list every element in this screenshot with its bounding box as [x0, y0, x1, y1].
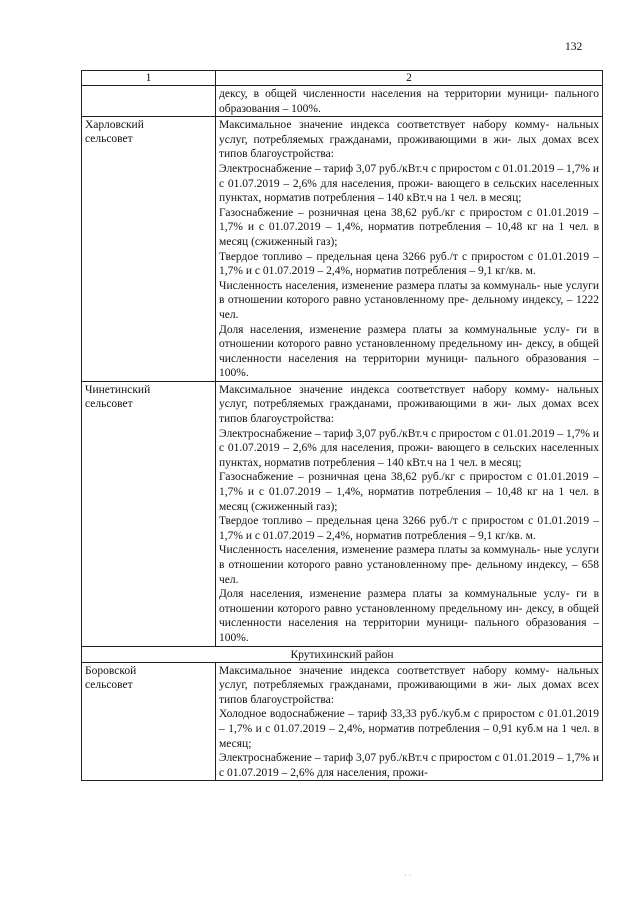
column-header-1: 1	[82, 71, 216, 86]
line: Максимальное значение индекса соответствует набору комму-	[219, 664, 550, 677]
line: пального образования – 100%.	[219, 617, 600, 644]
line: 01.01.2019 – 1,7% и с 01.07.2019 – 1,4%, норматив потребления –	[219, 206, 599, 234]
table-row-harlovsky	[82, 117, 603, 382]
line: 01.01.2019 – 1,7% и с 01.07.2019 – 2,4%, норматив потребления –	[219, 250, 600, 278]
scan-marks: · ·	[404, 871, 412, 880]
line: вающего в сельских населенных пунктах, норматив потребления	[219, 177, 599, 205]
line: 01.01.2019 – 1,7% и с 01.07.2019 – 2,4%, норматив потребления –	[219, 708, 599, 735]
line: дексу, в общей численности населения на территории муници-	[219, 602, 600, 630]
paragraph	[219, 751, 599, 780]
line: Холодное водоснабжение – тариф 33,33 руб./куб.м с приростом с	[219, 708, 544, 721]
line: Газоснабжение – розничная цена 38,62 руб./кг с приростом с	[219, 471, 533, 484]
continuation-row	[82, 86, 603, 117]
paragraph	[219, 118, 599, 162]
text-line	[219, 87, 599, 116]
line: Максимальное значение индекса соответствует набору комму-	[219, 119, 550, 132]
line: дексу, в общей численности населения на территории муници-	[219, 88, 549, 100]
page-number: 132	[565, 41, 583, 53]
paragraph	[219, 427, 599, 471]
line: ные услуги в отношении которого равно установленному пре-	[219, 544, 600, 571]
paragraph	[219, 383, 599, 427]
line: Доля населения, изменение размера платы за коммунальные услу-	[219, 588, 570, 601]
line: Численность населения, изменение размера платы за коммуналь-	[219, 279, 541, 292]
paragraph	[219, 664, 599, 708]
line: нальных услуг, потребляемых гражданами, проживающими в жи-	[219, 383, 600, 411]
paragraph	[219, 206, 599, 250]
table-row-chinetinsky	[82, 381, 603, 646]
line: 01.01.2019 – 1,7% и с 01.07.2019 – 2,6% для населения, прожи-	[219, 162, 600, 190]
paragraph	[219, 162, 599, 206]
line: ги в отношении которого равно установленному предельному ин-	[219, 588, 600, 615]
settlement-description	[216, 117, 603, 382]
name-line: сельсовет	[85, 133, 133, 146]
line: Твердое топливо – предельная цена 3266 руб./т с приростом с	[219, 515, 534, 528]
line: 01.01.2019 – 1,7% и с 01.07.2019 – 2,6% для населения, прожи-	[219, 427, 600, 455]
paragraph	[219, 707, 599, 751]
line: Газоснабжение – розничная цена 38,62 руб./кг с приростом с	[219, 206, 533, 219]
line: – 140 кВт.ч на 1 чел. в месяц;	[377, 192, 522, 205]
settlement-name	[82, 117, 216, 382]
line: дексу, в общей численности населения на территории муници-	[219, 338, 600, 365]
line: 10,48 кг на 1 чел. в месяц (сжиженный газ);	[219, 221, 600, 248]
line: 01.01.2019 – 1,7% и с 01.07.2019 – 2,4%, норматив потребления –	[219, 515, 600, 542]
paragraph	[219, 587, 599, 645]
column-header-2: 2	[216, 71, 603, 86]
paragraph	[219, 514, 599, 543]
line: нальных услуг, потребляемых гражданами, проживающими в жи-	[219, 119, 600, 146]
paragraph	[219, 250, 599, 279]
line: 9,1 кг/кв. м.	[478, 529, 536, 542]
line: пального образования – 100%.	[219, 88, 599, 115]
paragraph	[219, 543, 599, 587]
name-line: Харловский	[85, 119, 144, 132]
district-heading: Крутихинский район	[82, 646, 603, 662]
name-line: Чинетинский	[85, 383, 151, 396]
settlement-description	[216, 381, 603, 646]
line: пального образования – 100%.	[219, 352, 600, 380]
line: дельному индексу, – 658 чел.	[219, 559, 599, 586]
line: лых домах всех типов благоустройства:	[219, 133, 599, 161]
continuation-text	[216, 86, 603, 117]
settlement-description	[216, 662, 603, 781]
table-row-borovskoy	[82, 662, 603, 781]
line: Численность населения, изменение размера платы за коммуналь-	[219, 544, 541, 557]
settlement-name	[82, 381, 216, 646]
line: 9,1 кг/кв. м.	[478, 265, 536, 278]
name-line: Боровской	[85, 664, 137, 677]
line: – 140 кВт.ч на 1 чел. в месяц;	[377, 456, 522, 469]
paragraph	[219, 279, 599, 323]
line: лых домах всех типов благоустройства:	[219, 398, 599, 426]
table-header-row	[82, 71, 603, 86]
district-heading-row	[82, 646, 603, 662]
paragraph	[219, 470, 599, 514]
line: лых домах всех типов благоустройства:	[219, 679, 599, 706]
line: Максимальное значение индекса соответствует набору комму-	[219, 383, 550, 396]
index-table	[81, 70, 603, 781]
line: 0,91 куб.м на 1 чел. в месяц;	[219, 722, 599, 750]
line: ные услуги в отношении которого равно установленному пре-	[219, 279, 600, 307]
paragraph	[219, 323, 599, 381]
name-line: сельсовет	[85, 397, 133, 410]
line: ги в отношении которого равно установленному предельному ин-	[219, 323, 600, 351]
line: дельному индексу, – 1222 чел.	[219, 294, 599, 321]
line: Доля населения, изменение размера платы за коммунальные услу-	[219, 323, 570, 336]
line: 10,48 кг на 1 чел. в месяц (сжиженный газ);	[219, 486, 600, 513]
empty-name-cell	[82, 86, 216, 117]
line: Электроснабжение – тариф 3,07 руб./кВт.ч с приростом с	[219, 427, 500, 440]
line: Электроснабжение – тариф 3,07 руб./кВт.ч с приростом с	[219, 162, 500, 175]
line: Твердое топливо – предельная цена 3266 руб./т с приростом с	[219, 250, 534, 263]
line: 01.01.2019 – 1,7% и с 01.07.2019 – 1,4%, норматив потребления –	[219, 471, 599, 499]
settlement-name	[82, 662, 216, 781]
line: нальных услуг, потребляемых гражданами, проживающими в жи-	[219, 664, 600, 692]
name-line: сельсовет	[85, 678, 133, 691]
line: вающего в сельских населенных пунктах, норматив потребления	[219, 442, 599, 469]
line: Электроснабжение – тариф 3,07 руб./кВт.ч с приростом с	[219, 752, 500, 765]
line: 01.01.2019 – 1,7% и с 01.07.2019 – 2,6% для населения, прожи-	[219, 752, 600, 779]
